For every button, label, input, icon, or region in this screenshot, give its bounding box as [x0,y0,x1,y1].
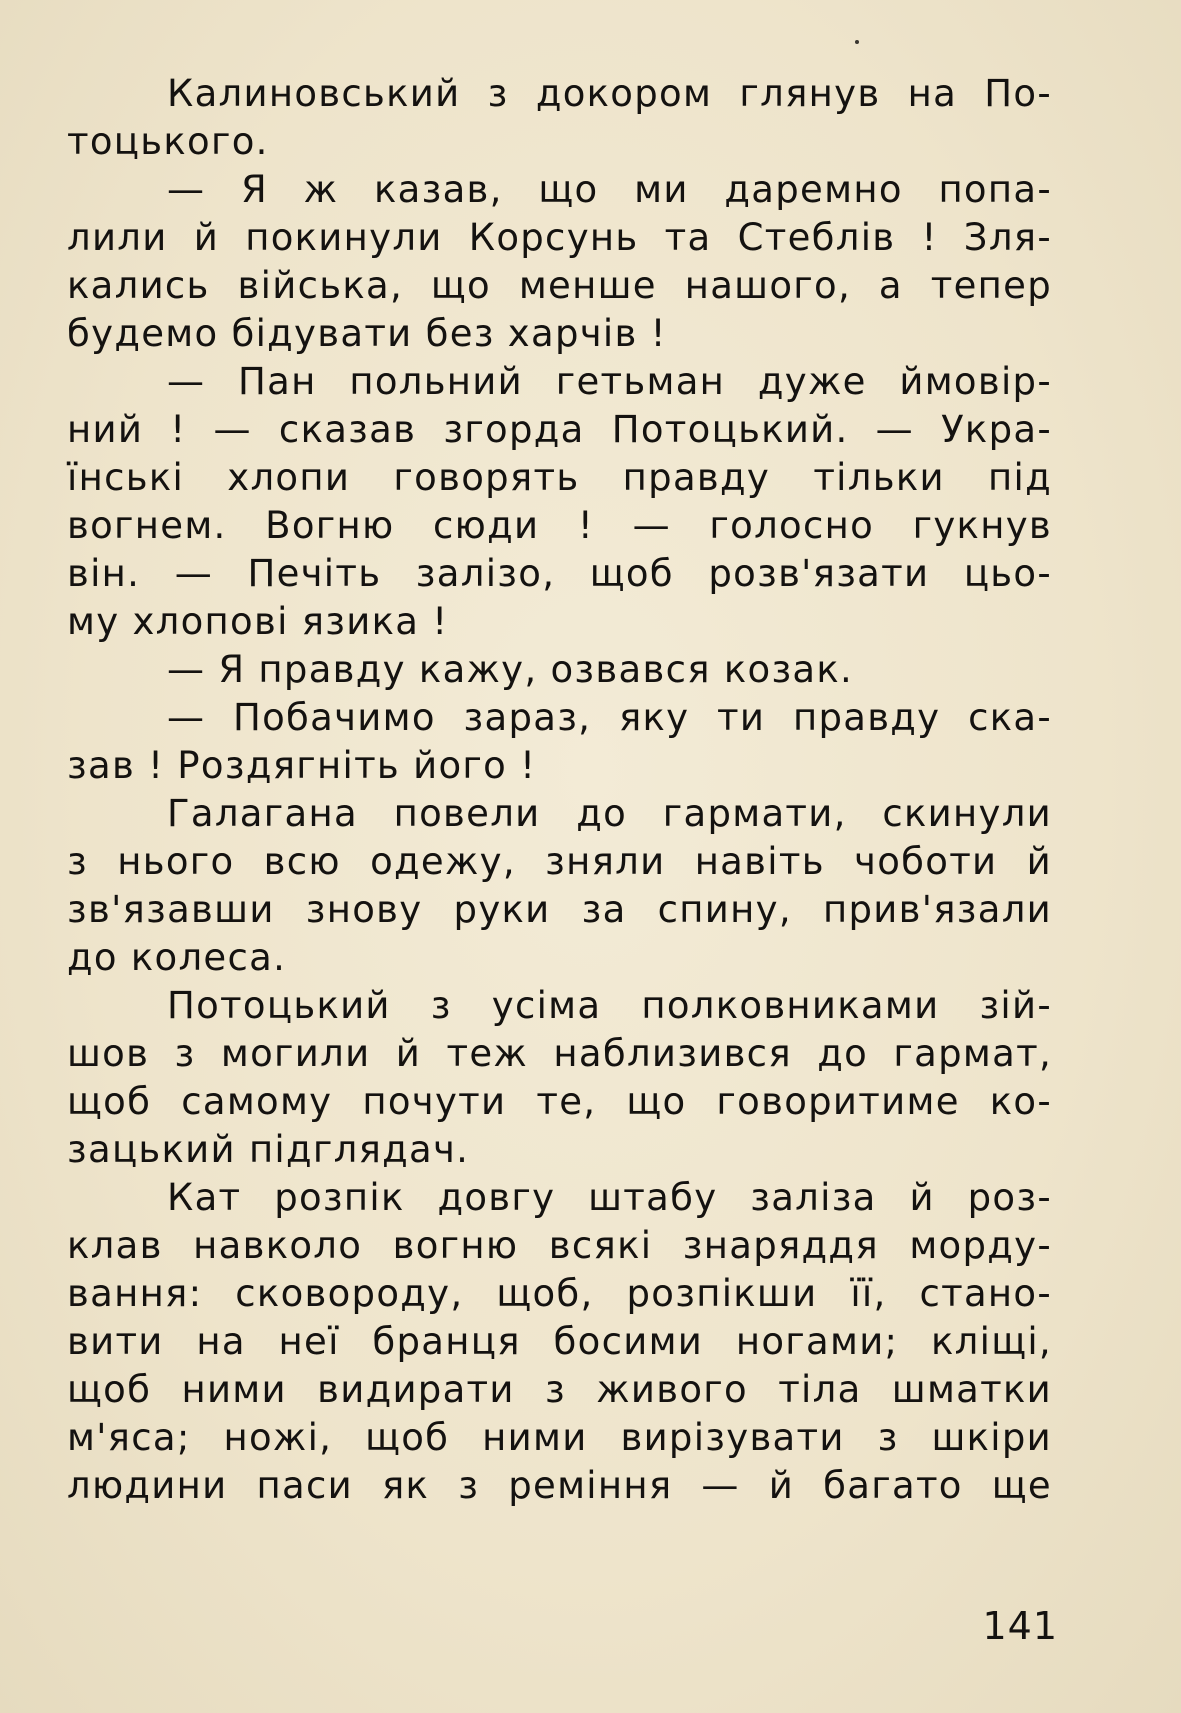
text-line: вити на неї бранця босими ногами; кліщі, [67,1320,1052,1363]
text-line: — Пан польний гетьман дуже ймовір- [167,360,1052,403]
text-line: людини паси як з реміння — й багато ще [67,1464,1052,1507]
paragraph [67,70,1052,166]
text-line: Потоцький з усіма полковниками зій- [167,984,1052,1027]
text-line: він. — Печіть залізо, щоб розв'язати цьо- [67,552,1052,595]
print-speck [855,40,859,44]
text-line: м'яса; ножі, щоб ними вирізувати з шкіри [67,1416,1052,1459]
text-line: до колеса. [67,936,287,979]
text-line: вання: сковороду, щоб, розпікши її, стано- [67,1272,1052,1315]
text-line: му хлопові язика ! [67,600,449,643]
paragraph [67,1174,1052,1510]
text-line: тоцького. [67,120,269,163]
body-text [67,70,1052,1510]
text-line: — Я ж казав, що ми даремно попа- [167,168,1052,211]
text-line: Калиновський з докором глянув на По- [167,72,1052,115]
page-number: 141 [982,1604,1058,1648]
text-line: зв'язавши знову руки за спину, прив'язали [67,888,1052,931]
text-line: — Побачимо зараз, яку ти правду ска- [167,696,1052,739]
text-line: Галагана повели до гармати, скинули [167,792,1052,835]
text-line: вогнем. Вогню сюди ! — голосно гукнув [67,504,1052,547]
paragraph [67,358,1052,646]
text-line: кались війська, що менше нашого, а тепер [67,264,1052,307]
text-line: лили й покинули Корсунь та Стеблів ! Зля- [67,216,1052,259]
text-line: Кат розпік довгу штабу заліза й роз- [167,1176,1052,1219]
paragraph [67,694,1052,790]
text-line: з нього всю одежу, зняли навіть чоботи й [67,840,1052,883]
text-line: щоб самому почути те, що говоритиме ко- [67,1080,1052,1123]
text-line: щоб ними видирати з живого тіла шматки [67,1368,1052,1411]
text-line: зацький підглядач. [67,1128,470,1171]
paragraph [67,646,1052,694]
paragraph [67,166,1052,358]
text-line: шов з могили й теж наблизився до гармат, [67,1032,1052,1075]
text-line: зав ! Роздягніть його ! [67,744,537,787]
paragraph [67,790,1052,982]
text-line: клав навколо вогню всякі знаряддя морду- [67,1224,1052,1267]
paragraph [67,982,1052,1174]
text-line: їнські хлопи говорять правду тільки під [67,456,1052,499]
text-line: — Я правду кажу, озвався козак. [167,648,854,691]
text-line: будемо бідувати без харчів ! [67,312,667,355]
text-line: ний ! — сказав згорда Потоцький. — Укра- [67,408,1052,451]
